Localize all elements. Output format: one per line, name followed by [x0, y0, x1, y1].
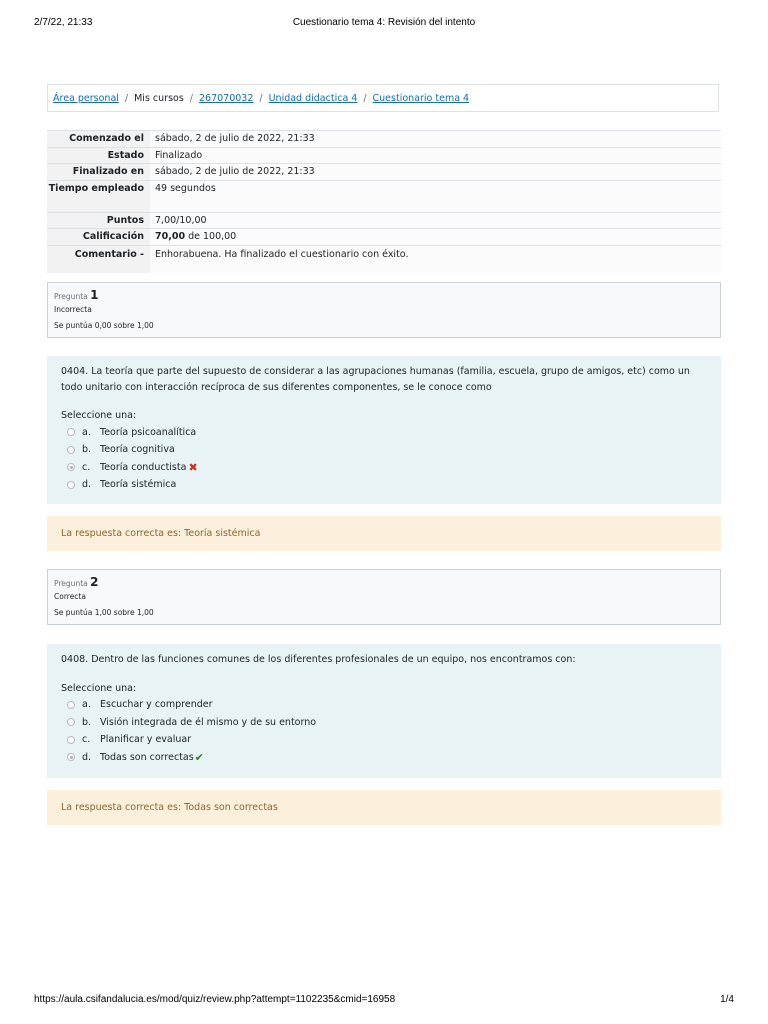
summary-row-grade — [47, 229, 721, 246]
answer-option[interactable]: c. Planificar y evaluar — [61, 731, 707, 749]
summary-label: Comentario - — [47, 245, 150, 273]
question-grade: Se puntúa 1,00 sobre 1,00 — [54, 608, 154, 617]
question-1-content — [47, 356, 721, 504]
radio-button-selected[interactable] — [67, 753, 75, 761]
cross-icon: ✖ — [188, 460, 198, 474]
radio-button-selected[interactable] — [67, 463, 75, 471]
question-prompt: Seleccione una: — [61, 410, 137, 421]
page-number: 1/4 — [720, 994, 734, 1005]
summary-row-time — [47, 180, 721, 212]
question-2-info — [47, 569, 721, 625]
question-prompt: Seleccione una: — [61, 682, 137, 694]
radio-button[interactable] — [67, 736, 75, 744]
summary-value: sábado, 2 de julio de 2022, 21:33 — [150, 164, 721, 181]
summary-label: Calificación — [47, 229, 150, 246]
summary-value — [150, 229, 721, 246]
answer-option[interactable]: b. Teoría cognitiva — [61, 441, 707, 459]
radio-button[interactable] — [67, 701, 75, 709]
summary-row-points — [47, 212, 721, 229]
breadcrumb-item-quiz[interactable]: Cuestionario tema 4 — [372, 92, 470, 104]
summary-row-finished — [47, 164, 721, 181]
grade-max: de 100,00 — [185, 231, 237, 242]
check-icon: ✔ — [194, 750, 204, 764]
question-number: Pregunta 2 — [54, 575, 99, 589]
print-footer — [34, 994, 734, 1008]
summary-label: Comenzado el — [47, 131, 150, 148]
breadcrumb-item-course[interactable]: 267070032 — [198, 92, 254, 104]
summary-label: Finalizado en — [47, 164, 150, 181]
page-url: https://aula.csifandalucia.es/mod/quiz/review.php?attempt=1102235&cmid=16958 — [34, 994, 396, 1005]
answer-option[interactable]: a. Escuchar y comprender — [61, 696, 707, 714]
question-state: Correcta — [54, 592, 86, 601]
summary-value: sábado, 2 de julio de 2022, 21:33 — [150, 131, 721, 148]
breadcrumb-separator: / — [259, 92, 263, 104]
radio-button[interactable] — [67, 481, 75, 489]
print-title: Cuestionario tema 4: Revisión del intento — [292, 17, 476, 28]
summary-value: Finalizado — [150, 147, 721, 164]
question-1-feedback: La respuesta correcta es: Teoría sistémica — [47, 516, 721, 551]
summary-row-started — [47, 131, 721, 148]
answer-option-selected[interactable]: d. Todas son correctas ✔ — [61, 749, 707, 767]
breadcrumb-separator: / — [124, 92, 129, 104]
breadcrumb-separator: / — [189, 92, 193, 104]
question-grade: Se puntúa 0,00 sobre 1,00 — [54, 321, 154, 330]
question-2-content — [47, 644, 721, 778]
summary-value: 7,00/10,00 — [150, 212, 721, 229]
breadcrumb — [47, 84, 719, 112]
question-text: 0408. Dentro de las funciones comunes de los diferentes profesionales de un equipo, nos encontramos con: — [61, 654, 576, 665]
summary-row-comment — [47, 245, 721, 273]
breadcrumb-item-courses: Mis cursos — [134, 92, 184, 104]
summary-value: Enhorabuena. Ha finalizado el cuestionario con éxito. — [150, 245, 721, 273]
question-2-feedback: La respuesta correcta es: Todas son correctas — [47, 790, 721, 825]
question-number: Pregunta 1 — [54, 288, 99, 302]
answer-option-selected[interactable]: c. Teoría conductista ✖ — [61, 459, 707, 477]
radio-button[interactable] — [67, 446, 75, 454]
summary-label: Estado — [47, 147, 150, 164]
breadcrumb-item-home[interactable]: Área personal — [53, 92, 119, 104]
answer-option[interactable]: a. Teoría psicoanalítica — [61, 424, 707, 442]
question-text: 0404. La teoría que parte del supuesto de considerar a las agrupaciones humanas (familia, escuela, grupo de amigos, etc) como un todo unitario con interacción recíproca de sus diferentes componentes, se le conoce como — [61, 366, 690, 393]
summary-label: Tiempo empleado — [47, 180, 150, 212]
breadcrumb-separator: / — [363, 92, 367, 104]
answer-option[interactable]: d. Teoría sistémica — [61, 476, 707, 494]
radio-button[interactable] — [67, 428, 75, 436]
summary-label: Puntos — [47, 212, 150, 229]
question-state: Incorrecta — [54, 305, 92, 314]
grade-value: 70,00 — [155, 231, 186, 242]
summary-row-state — [47, 147, 721, 164]
attempt-summary-table — [47, 130, 721, 273]
print-header — [34, 17, 734, 31]
question-1-info — [47, 282, 721, 338]
answer-option[interactable]: b. Visión integrada de él mismo y de su entorno — [61, 714, 707, 732]
print-date: 2/7/22, 21:33 — [34, 17, 93, 28]
summary-value: 49 segundos — [150, 180, 721, 212]
radio-button[interactable] — [67, 718, 75, 726]
breadcrumb-item-unit[interactable]: Unidad didactica 4 — [268, 92, 358, 104]
